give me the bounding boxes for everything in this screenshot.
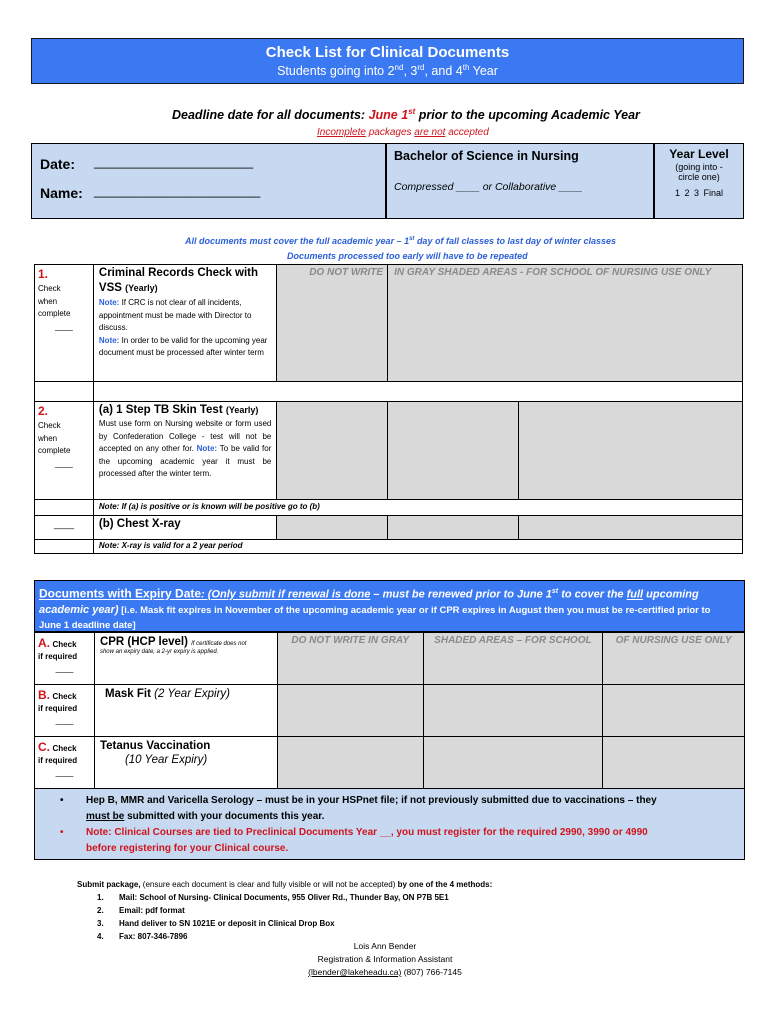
crc-title: Criminal Records Check with xyxy=(98,267,259,279)
cpr-title-note: If certificate does not xyxy=(191,641,247,647)
contact-role: Registration & Information Assistant xyxy=(317,954,453,964)
method-1: 1. Mail: School of Nursing- Clinical Documents, 955 Oliver Rd., Thunder Bay, ON P7B 5E1 xyxy=(97,893,449,902)
spacer-row xyxy=(93,382,742,402)
clinical-courses-note: Note: Clinical Courses are tied to Preclinical Documents Year __, you must register for the required 2990, 3990 or 4990 before registering for your Clinical course. xyxy=(86,827,648,854)
tetanus-title: Tetanus Vaccination xyxy=(99,740,211,752)
tb-title: (a) 1 Step TB Skin Test (Yearly) xyxy=(98,404,259,416)
chest-note-spacer xyxy=(35,540,94,554)
program-options[interactable]: Compressed ____ or Collaborative ____ xyxy=(394,181,583,193)
mask-description xyxy=(94,685,277,737)
cpr-title: CPR (HCP level) xyxy=(99,636,192,648)
gray-warning-a: DO NOT WRITE xyxy=(309,267,384,278)
deadline-line: Deadline date for all documents: June 1st prior to the upcoming Academic Year xyxy=(172,107,640,123)
program-name: Bachelor of Science in Nursing xyxy=(394,149,579,163)
section1-check-label: Check xyxy=(38,284,61,293)
section2-gray-c xyxy=(519,402,743,500)
cpr-gray-b xyxy=(423,633,603,685)
contact-name: Lois Ann Bender xyxy=(353,941,417,951)
coverage-notice: All documents must cover the full academic year – 1st day of fall classes to last day of winter classes xyxy=(185,236,617,246)
tetanus-letter: C. xyxy=(38,740,50,754)
chest-gray-a xyxy=(277,516,388,540)
tetanus-gray-c xyxy=(603,737,745,789)
gray-label-2: SHADED AREAS – FOR SCHOOL xyxy=(434,635,592,646)
tetanus-description xyxy=(94,737,277,789)
section1-gray-b xyxy=(388,265,743,382)
important-notes xyxy=(34,788,745,860)
cpr-sub-note: show an expiry date, a 2-yr expiry is applied. xyxy=(99,649,219,655)
mask-gray-c xyxy=(603,685,745,737)
section2-check-cell xyxy=(35,402,94,500)
mask-req-label: if required xyxy=(38,704,78,713)
method-3: 3. Hand deliver to SN 1021E or deposit in Clinical Drop Box xyxy=(97,919,335,928)
submit-intro: Submit package, (ensure each document is clear and fully visible or will not be accepted) by one of the 4 methods: xyxy=(77,880,493,889)
method-4: 4. Fax: 807-346-7896 xyxy=(97,932,188,941)
chest-gray-c xyxy=(519,516,743,540)
crc-note-1: Note: If CRC is not clear of all incidents, appointment must be made with Director to discuss. xyxy=(98,298,252,333)
page-subtitle: Students going into 2nd, 3rd, and 4th Year xyxy=(277,63,498,79)
expiry-header xyxy=(34,580,745,632)
note-a-spacer xyxy=(35,500,94,516)
expiry-header-line2: academic year) [i.e. Mask fit expires in November of the upcoming academic year or if CPR expires in August then you must be re-certified prior to xyxy=(39,603,711,616)
page-title: Check List for Clinical Documents xyxy=(265,44,510,61)
expiry-header-line1: Documents with Expiry Date: (Only submit if renewal is done – must be renewed prior to June 1st to cover the full upcoming xyxy=(39,586,699,601)
name-field[interactable]: _______________________ xyxy=(94,183,261,198)
mask-gray-b xyxy=(423,685,603,737)
section2-gray-b xyxy=(388,402,519,500)
tetanus-gray-b xyxy=(423,737,603,789)
serology-note: Hep B, MMR and Varicella Serology – must be in your HSPnet file; if not previously submitted due to vaccinations – they must be submitted with your documents this year. xyxy=(86,795,657,822)
crc-title-2: VSS (Yearly) xyxy=(98,282,158,294)
student-info-box xyxy=(31,143,386,219)
cpr-gray-c xyxy=(603,633,745,685)
mask-check-label: Check xyxy=(52,692,77,701)
section1-number: 1. xyxy=(38,267,49,281)
bullet-dot-1: • xyxy=(60,795,64,806)
contact-phone: (807) 766-7145 xyxy=(401,967,462,977)
section1-gray-a xyxy=(277,265,388,382)
tb-positive-note: Note: If (a) is positive or is known will be positive go to (b) xyxy=(93,500,742,516)
year-level-note-2: circle one) xyxy=(678,172,720,182)
mask-gray-a xyxy=(277,685,423,737)
name-label: Name: xyxy=(40,185,83,201)
cpr-description xyxy=(94,633,277,685)
spacer-cell xyxy=(35,382,94,402)
section2-check-blank[interactable]: ____ xyxy=(55,458,73,468)
required-documents-table xyxy=(34,264,743,554)
tetanus-req-label: if required xyxy=(38,756,78,765)
expiry-table xyxy=(34,632,745,789)
section1-check-blank[interactable]: ____ xyxy=(55,321,73,331)
cpr-req-label: if required xyxy=(38,652,78,661)
section1-complete-label: complete xyxy=(38,309,71,319)
cpr-check-label: Check xyxy=(52,640,77,649)
program-box xyxy=(386,143,654,219)
mask-expiry: (2 Year Expiry) xyxy=(154,688,231,700)
section2-complete-label: complete xyxy=(38,446,71,456)
mask-letter: B. xyxy=(38,688,50,702)
date-field[interactable]: ______________________ xyxy=(94,154,254,169)
incomplete-note: Incomplete packages are not accepted xyxy=(317,127,489,138)
chest-check-blank[interactable]: ____ xyxy=(35,516,94,540)
tetanus-check-blank[interactable]: ____ xyxy=(55,768,74,777)
tetanus-check-cell xyxy=(35,737,95,789)
section2-when-label: when xyxy=(38,433,58,443)
cpr-letter: A. xyxy=(38,636,50,650)
section1-when-label: when xyxy=(38,296,58,306)
section1-check-cell xyxy=(35,265,94,382)
gray-label-1: DO NOT WRITE IN GRAY xyxy=(291,635,409,646)
chest-gray-b xyxy=(388,516,519,540)
contact-block xyxy=(235,940,535,979)
year-level-note: (going into - xyxy=(675,162,723,172)
mask-check-blank[interactable]: ____ xyxy=(55,716,74,725)
cpr-check-blank[interactable]: ____ xyxy=(55,664,74,673)
year-level-options[interactable]: 1 2 3 Final xyxy=(674,188,724,198)
bullet-dot-2: • xyxy=(60,827,64,838)
chest-note: Note: X-ray is valid for a 2 year period xyxy=(93,540,742,554)
tetanus-check-label: Check xyxy=(52,744,77,753)
cpr-gray-a xyxy=(277,633,423,685)
contact-details xyxy=(235,966,535,979)
tetanus-expiry: (10 Year Expiry) xyxy=(124,754,208,766)
gray-warning-b: IN GRAY SHADED AREAS - FOR SCHOOL OF NURSING USE ONLY xyxy=(394,267,712,278)
crc-note-2: Note: In order to be valid for the upcoming year document must be processed after winter term xyxy=(98,335,268,358)
section2-description xyxy=(93,402,276,500)
contact-email-link[interactable]: (lbender@lakeheadu.ca) xyxy=(308,967,402,977)
section2-gray-a xyxy=(277,402,388,500)
expiry-header-line3: June 1 deadline date] xyxy=(39,619,136,631)
section1-description xyxy=(93,265,276,382)
tb-body: Must use form on Nursing website or form used by Confederation College - test will not be accepted on any other for. Note: To be valid for the upcoming academic year it must be processed after the winter term. xyxy=(98,419,272,479)
year-level-title: Year Level xyxy=(669,147,729,161)
submit-instructions xyxy=(77,878,492,943)
cpr-check-cell xyxy=(35,633,95,685)
tetanus-gray-a xyxy=(277,737,423,789)
section2-number: 2. xyxy=(38,404,49,418)
gray-label-3: OF NURSING USE ONLY xyxy=(615,635,732,646)
mask-title: Mask Fit xyxy=(104,688,155,700)
early-notice: Documents processed too early will have to be repeated xyxy=(287,251,528,261)
date-label: Date: xyxy=(40,156,76,172)
section2-check-label: Check xyxy=(38,421,61,430)
year-level-box xyxy=(654,143,744,219)
header-banner xyxy=(31,38,744,84)
chest-xray-title: (b) Chest X-ray xyxy=(93,516,276,540)
method-2: 2. Email: pdf format xyxy=(97,906,185,915)
mask-check-cell xyxy=(35,685,95,737)
